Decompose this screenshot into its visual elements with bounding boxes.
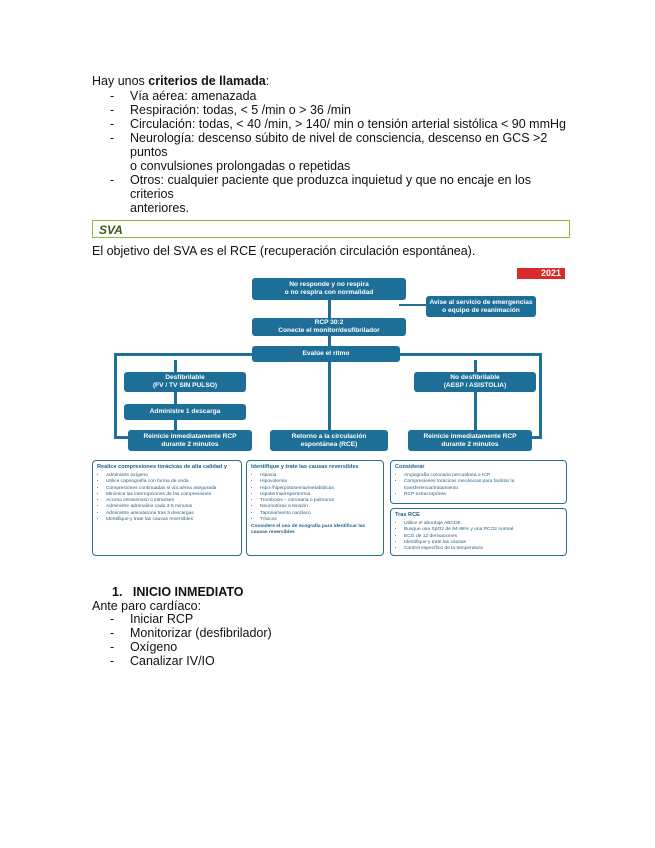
list-item: • Minimice las interrupciones de las compresiones <box>106 492 237 498</box>
evaluate-rhythm-box <box>252 346 400 362</box>
section-title: SVA <box>99 223 123 237</box>
rcp-line1: RCP 30:2 <box>314 319 344 326</box>
shockable-line1: Desfibrilable <box>165 374 205 381</box>
start-line2: o no respira con normalidad <box>284 289 374 296</box>
restart-right-line1: Reinicie inmediatamente RCP <box>423 432 517 440</box>
list-item: • Hipovolemia <box>260 479 379 485</box>
connector <box>474 390 477 432</box>
note1-title: Realice compresiones torácicas de alta calidad y <box>97 464 227 470</box>
list-item: - Canalizar IV/IO <box>92 654 392 668</box>
nonshockable-line2: (AESP / ASISTOLIA) <box>443 382 507 389</box>
shock-label: Administre 1 descarga <box>149 408 221 415</box>
rce-line1: Retorno a la circulación <box>291 432 367 440</box>
list-item: - Neurología: descenso súbito de nivel de consciencia, descenso en GCS >2 puntos <box>92 131 572 159</box>
list-item: • Hipo-/hiperpotasemia/metabólicas <box>260 486 379 492</box>
list-item: - Otros: cualquier paciente que produzca inquietud y que no encaje en los criterios <box>92 173 572 201</box>
list-item: - Monitorizar (desfibrilador) <box>92 626 392 640</box>
list-item: • Angiografía coronaria percutánea e ICP <box>404 473 562 479</box>
list-item: - Iniciar RCP <box>92 612 392 626</box>
list-item: - Circulación: todas, < 40 /min, > 140/ min o tensión arterial sistólica < 90 mmHg <box>92 117 572 131</box>
note-compressions <box>92 460 242 556</box>
note-after-rce <box>390 508 567 556</box>
list-item: • Hipotermia/Hipertermia <box>260 492 379 498</box>
intro-suffix: : <box>265 74 270 88</box>
shockable-line2: (FV / TV SIN PULSO) <box>152 382 218 389</box>
list-item-continuation: o convulsiones prolongadas o repetidas <box>130 159 351 173</box>
list-item: • Busque una SpO2 de 94-98% y una PCO2 normal <box>404 527 562 533</box>
list-item: - Respiración: todas, < 5 /min o > 36 /min <box>92 103 572 117</box>
start-line1: No responde y no respira <box>289 281 369 288</box>
connector <box>174 360 177 372</box>
year-badge: 2021 <box>517 268 565 279</box>
intro-prefix: Hay unos <box>92 74 149 88</box>
connector <box>174 392 177 404</box>
list-item: • ECG de 12 derivaciones <box>404 534 562 540</box>
list-item: • Utilice el abordaje ABCDE <box>404 521 562 527</box>
restart-left-line1: Reinicie inmediatamente RCP <box>143 432 237 440</box>
connector <box>114 436 129 439</box>
restart-left-line2: durante 2 minutos <box>161 440 219 448</box>
list-item: • Neumotórax a tensión <box>260 504 379 510</box>
list-item: • Administre oxígeno <box>106 473 237 479</box>
connector <box>539 353 542 439</box>
list-item: - Vía aérea: amenazada <box>92 89 572 103</box>
objective-text: El objetivo del SVA es el RCE (recuperación circulación espontánea). <box>92 244 476 258</box>
rcp-line2: Conecte el monitor/desfibrilador <box>278 327 380 334</box>
list-item: • Acceso intravenoso o intraóseo <box>106 498 237 504</box>
section1-lead: Ante paro cardíaco: <box>92 599 202 613</box>
list-item: • Administre adrenalina cada 3-5 minutos <box>106 504 237 510</box>
section1-heading <box>112 585 244 599</box>
criteria-list <box>92 89 572 215</box>
note3-title: Considerar <box>395 464 425 470</box>
intro-bold: criterios de llamada <box>148 74 266 88</box>
list-item: • Compresiones torácicas mecánicas para facilitar la transferencia/tratamiento <box>404 479 562 492</box>
shock-box <box>124 404 246 420</box>
list-item: - Oxígeno <box>92 640 392 654</box>
connector <box>399 353 542 356</box>
note4-title: Tras RCE <box>395 512 420 518</box>
restart-right-box <box>408 430 532 451</box>
criteria-intro <box>92 74 269 88</box>
connector <box>328 360 331 432</box>
note2-title: Identifique y trate las causas reversibles <box>251 464 359 470</box>
list-item: • Hipoxia <box>260 473 379 479</box>
shockable-box <box>124 372 246 392</box>
section-header-sva <box>92 220 570 238</box>
connector <box>114 353 117 439</box>
list-item: • Control específico de la temperatura <box>404 546 562 552</box>
sva-algorithm-figure <box>92 268 567 558</box>
list-item-continuation: anteriores. <box>130 201 190 215</box>
alert-box <box>426 296 536 317</box>
list-item: • Identifique y trate las causas <box>404 540 562 546</box>
evaluate-label: Evalúe el ritmo <box>302 350 350 357</box>
section1-title: INICIO INMEDIATO <box>132 585 244 599</box>
list-item: • Taponamiento cardíaco <box>260 511 379 517</box>
list-item: • Utilice capnografía con forma de onda <box>106 479 237 485</box>
list-item: • Trombosis – coronaria o pulmonar <box>260 498 379 504</box>
list-item: • Administre amiodarona tras 3 descargas <box>106 511 237 517</box>
list-item: • Compresiones continuadas si vía aérea asegurada <box>106 486 237 492</box>
list-item: • Tóxicos <box>260 517 379 523</box>
section1-list <box>92 612 392 668</box>
connector <box>399 304 427 306</box>
rce-line2: espontánea (RCE) <box>300 440 358 448</box>
nonshockable-box <box>414 372 536 392</box>
note-consider <box>390 460 567 504</box>
restart-right-line2: durante 2 minutos <box>441 440 499 448</box>
list-item: • RCP extracorpórea <box>404 492 562 498</box>
alert-line1: Avise al servicio de emergencias <box>429 298 533 306</box>
start-box <box>252 278 406 300</box>
alert-line2: o equipo de reanimación <box>442 306 520 314</box>
connector <box>328 300 331 318</box>
list-item: • Identifique y trate las causas reversibles <box>106 517 237 523</box>
note2-footer: Considere el uso de ecografía para identificar las causas reversibles <box>251 524 366 536</box>
nonshockable-line1: No desfibrilable <box>450 374 500 381</box>
restart-left-box <box>128 430 252 451</box>
rce-box <box>270 430 388 451</box>
connector <box>114 353 256 356</box>
rcp-box <box>252 318 406 336</box>
note-reversible-causes <box>246 460 384 556</box>
section1-number: 1. <box>112 585 123 599</box>
